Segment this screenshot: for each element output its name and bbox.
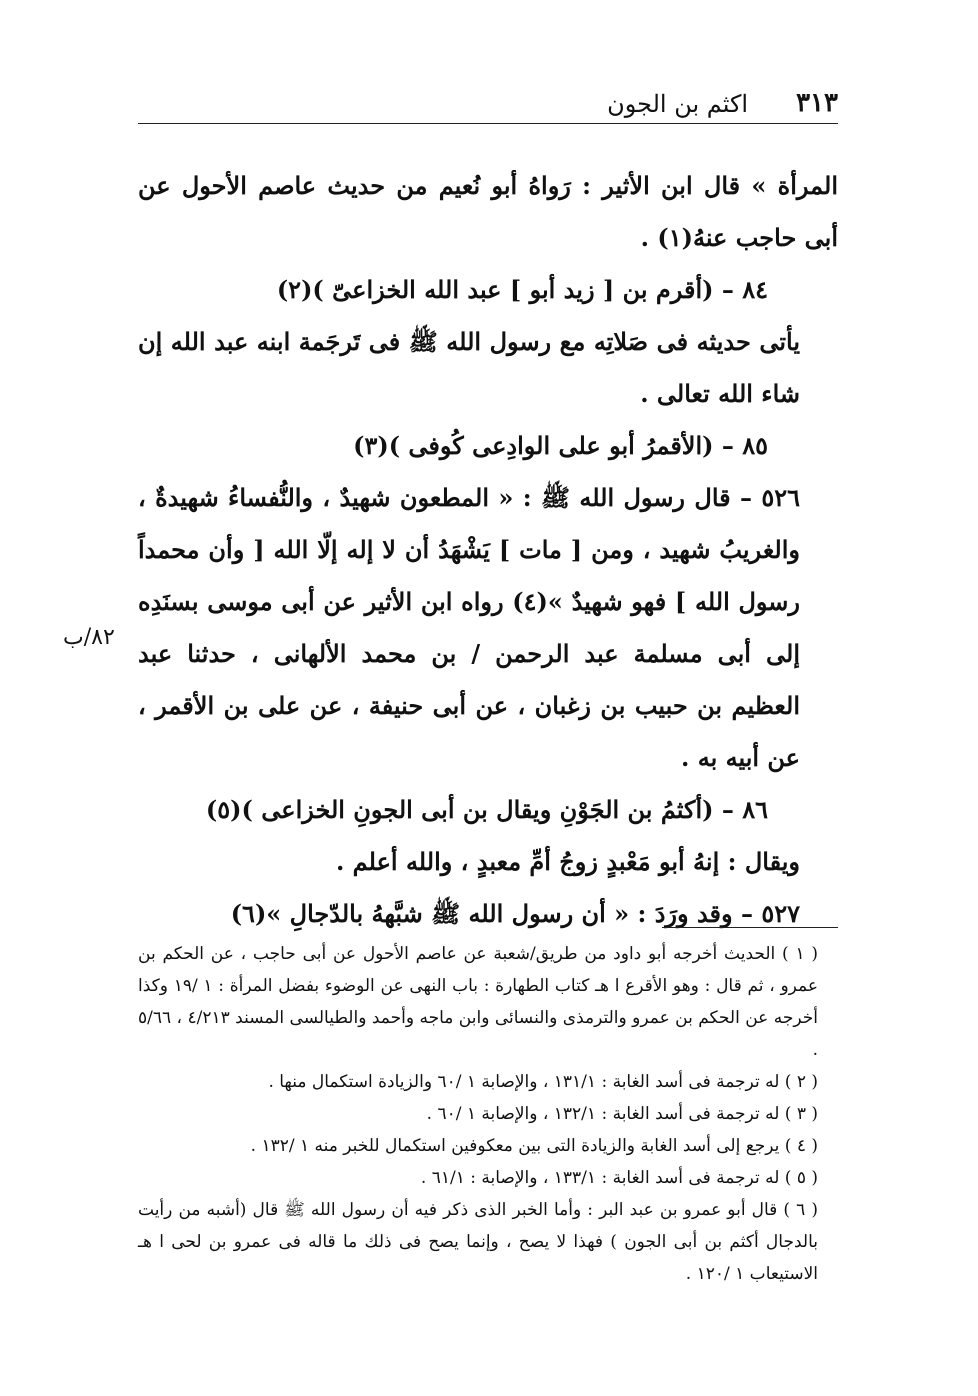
hadith-527: ٥٢٧ – وقد ورَدَ : « أن رسول الله ﷺ شبَّههُ بالدّجالِ »(٦) bbox=[230, 899, 800, 928]
header-rule bbox=[138, 123, 838, 124]
paragraph-continuation: المرأة » قال ابن الأثير : رَواهُ أبو نُعيم من حديث عاصم الأحول عن أبى حاجب عنهُ(١) . bbox=[138, 171, 838, 252]
hadith-526: ٥٢٦ – قال رسول الله ﷺ : « المطعون شهيدٌ ، والنُّفساءُ شهيدةٌ ، والغريبُ شهيد ، ومن [ مات ] يَشْهَدُ أن لا إله إلّا الله [ وأن محمداً رسول الله ] فهو شهيدٌ »(٤) رواه ابن الأثير عن أبى موسى بسنَدِه إلى أبى مسلمة عبد الرحمن / بن محمد الألهانى ، حدثنا عبد العظيم بن حبيب بن زغبان ، عن أبى حنيفة ، عن على بن الأقمر ، عن أبيه به . bbox=[138, 483, 801, 772]
page-number: ٣١٣ bbox=[796, 88, 838, 118]
paragraph-entry-84: يأتى حديثه فى صَلاتِه مع رسول الله ﷺ فى تَرجَمة ابنه عبد الله إن شاء الله تعالى . bbox=[138, 327, 800, 408]
footnote-5: ( ٥ ) له ترجمة فى أسد الغابة : ١٣٣/١ ، والإصابة : ٦١/١ . bbox=[420, 1168, 818, 1188]
entry-heading-85: ٨٥ – (الأقمرُ أبو على الوادِعى كُوفى )(٣) bbox=[353, 431, 768, 460]
footnote-3: ( ٣ ) له ترجمة فى أسد الغابة : ١٣٢/١ ، والإصابة ١ /٦٠ . bbox=[426, 1104, 818, 1124]
paragraph-entry-86: ويقال : إنهُ أبو مَعْبدٍ زوجُ أمِّ معبدٍ ، والله أعلم . bbox=[335, 847, 800, 876]
footnote-6: ( ٦ ) قال أبو عمرو بن عبد البر : وأما الخبر الذى ذكر فيه أن رسول الله ﷺ قال (أشبه من رأيت بالدجال أكثم بن أبى الجون ) فهذا لا يصح ، وإنما يصح فى ذلك ما قاله فى عمرو بن لحى ا هـ الاستيعاب ١ /١٢٠ . bbox=[138, 1200, 818, 1284]
footnote-2: ( ٢ ) له ترجمة فى أسد الغابة : ١٣١/١ ، والإصابة ١ /٦٠ والزيادة استكمال منها . bbox=[268, 1072, 818, 1092]
entry-heading-86: ٨٦ – (أكثمُ بن الجَوْنِ ويقال بن أبى الجونِ الخزاعى )(٥) bbox=[205, 795, 768, 824]
manuscript-folio-note: ٨٢/ب bbox=[63, 625, 115, 650]
entry-heading-84: ٨٤ – (أقرم بن [ زيد أبو ] عبد الله الخزاعىّ )(٢) bbox=[276, 275, 768, 304]
footnote-rule bbox=[662, 927, 838, 928]
footnote-4: ( ٤ ) يرجع إلى أسد الغابة والزيادة التى بين معكوفين استكمال للخبر منه ١ /١٣٢ . bbox=[250, 1136, 818, 1156]
main-text bbox=[138, 160, 838, 940]
footnotes bbox=[138, 938, 838, 1290]
footnote-1: ( ١ ) الحديث أخرجه أبو داود من طريق/شعبة عن عاصم الأحول عن أبى حاجب ، عن الحكم بن عمرو ، ثم قال : وهو الأقرع ا هـ كتاب الطهارة : باب النهى عن الوضوء بفضل المرأة : ١ /١٩ وكذا أخرجه عن الحكم بن عمرو والترمذى والنسائى وابن ماجه وأحمد والطيالسى المسند ٤/٢١٣ ، ٥/٦٦ . bbox=[138, 944, 819, 1060]
page-header bbox=[130, 78, 838, 118]
running-title: اكثم بن الجون bbox=[607, 90, 749, 118]
